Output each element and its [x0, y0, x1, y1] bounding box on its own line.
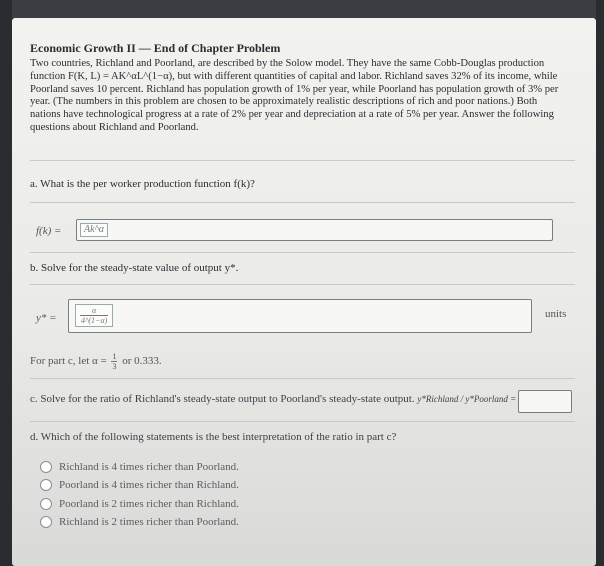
option-4[interactable]	[40, 516, 239, 528]
ystar-label: y* =	[36, 312, 57, 324]
alpha-note	[30, 352, 162, 371]
alpha-fraction	[111, 352, 117, 371]
problem-statement: Two countries, Richland and Poorland, are described by the Solow model. They have the same Cobb-Douglas production function F(K, L) = AK^αL^(1−α), but with different quantities of capital and labor. Richland saves 32% of its income, while Poorland saves 10 percent. Richland has population growth of 1% per year, while Poorland has population growth of 3% per year. (The numbers in this problem are chosen to be approximately realistic descriptions of rich and poor nations.) Both nations have technological progress at a rate of 2% per year and depreciation at a rate of 5% per year. Answer the following questions about Richland and Poorland.	[30, 58, 559, 133]
radio-button[interactable]	[40, 461, 52, 473]
ystar-fraction-numerator: α	[80, 306, 108, 316]
divider	[30, 421, 575, 422]
option-1-label: Richland is 4 times richer than Poorland.	[59, 461, 239, 473]
divider	[30, 160, 575, 161]
radio-button[interactable]	[40, 516, 52, 528]
ystar-answer-field[interactable]	[68, 299, 532, 333]
option-4-label: Richland is 2 times richer than Poorland.	[59, 516, 239, 528]
divider	[30, 202, 575, 203]
problem-title: Economic Growth II — End of Chapter Problem	[30, 41, 281, 55]
alpha-note-suffix: or 0.333.	[122, 355, 162, 368]
option-3-label: Poorland is 2 times richer than Richland.	[59, 498, 239, 510]
divider	[30, 252, 575, 253]
question-b: b. Solve for the steady-state value of output y*.	[30, 262, 239, 274]
question-d: d. Which of the following statements is the best interpretation of the ratio in part c?	[30, 431, 397, 443]
divider	[30, 378, 575, 379]
alpha-note-prefix: For part c, let α =	[30, 355, 107, 368]
fk-answer-value[interactable]: Ak^α	[80, 223, 108, 237]
ratio-answer-field[interactable]	[518, 390, 572, 413]
fk-label: f(k) =	[36, 225, 62, 237]
fk-answer-field[interactable]	[76, 219, 553, 241]
ystar-answer-value[interactable]	[75, 304, 113, 327]
alpha-fraction-denominator: 3	[112, 362, 117, 371]
option-3[interactable]	[40, 498, 239, 510]
option-1[interactable]	[40, 461, 239, 473]
ystar-fraction	[80, 306, 108, 325]
radio-button[interactable]	[40, 479, 52, 491]
question-c-text: c. Solve for the ratio of Richland's steady-state output to Poorland's steady-state output.	[30, 393, 415, 405]
ystar-fraction-denominator: 4^(1−α)	[81, 316, 108, 325]
units-label: units	[545, 308, 567, 320]
top-bar	[12, 0, 596, 18]
option-2[interactable]	[40, 479, 239, 491]
question-c	[30, 393, 516, 405]
ratio-label: y*Richland / y*Poorland =	[417, 394, 517, 404]
divider	[30, 284, 575, 285]
alpha-fraction-numerator: 1	[112, 352, 117, 361]
option-2-label: Poorland is 4 times richer than Richland.	[59, 479, 239, 491]
radio-button[interactable]	[40, 498, 52, 510]
question-a: a. What is the per worker production function f(k)?	[30, 178, 255, 190]
